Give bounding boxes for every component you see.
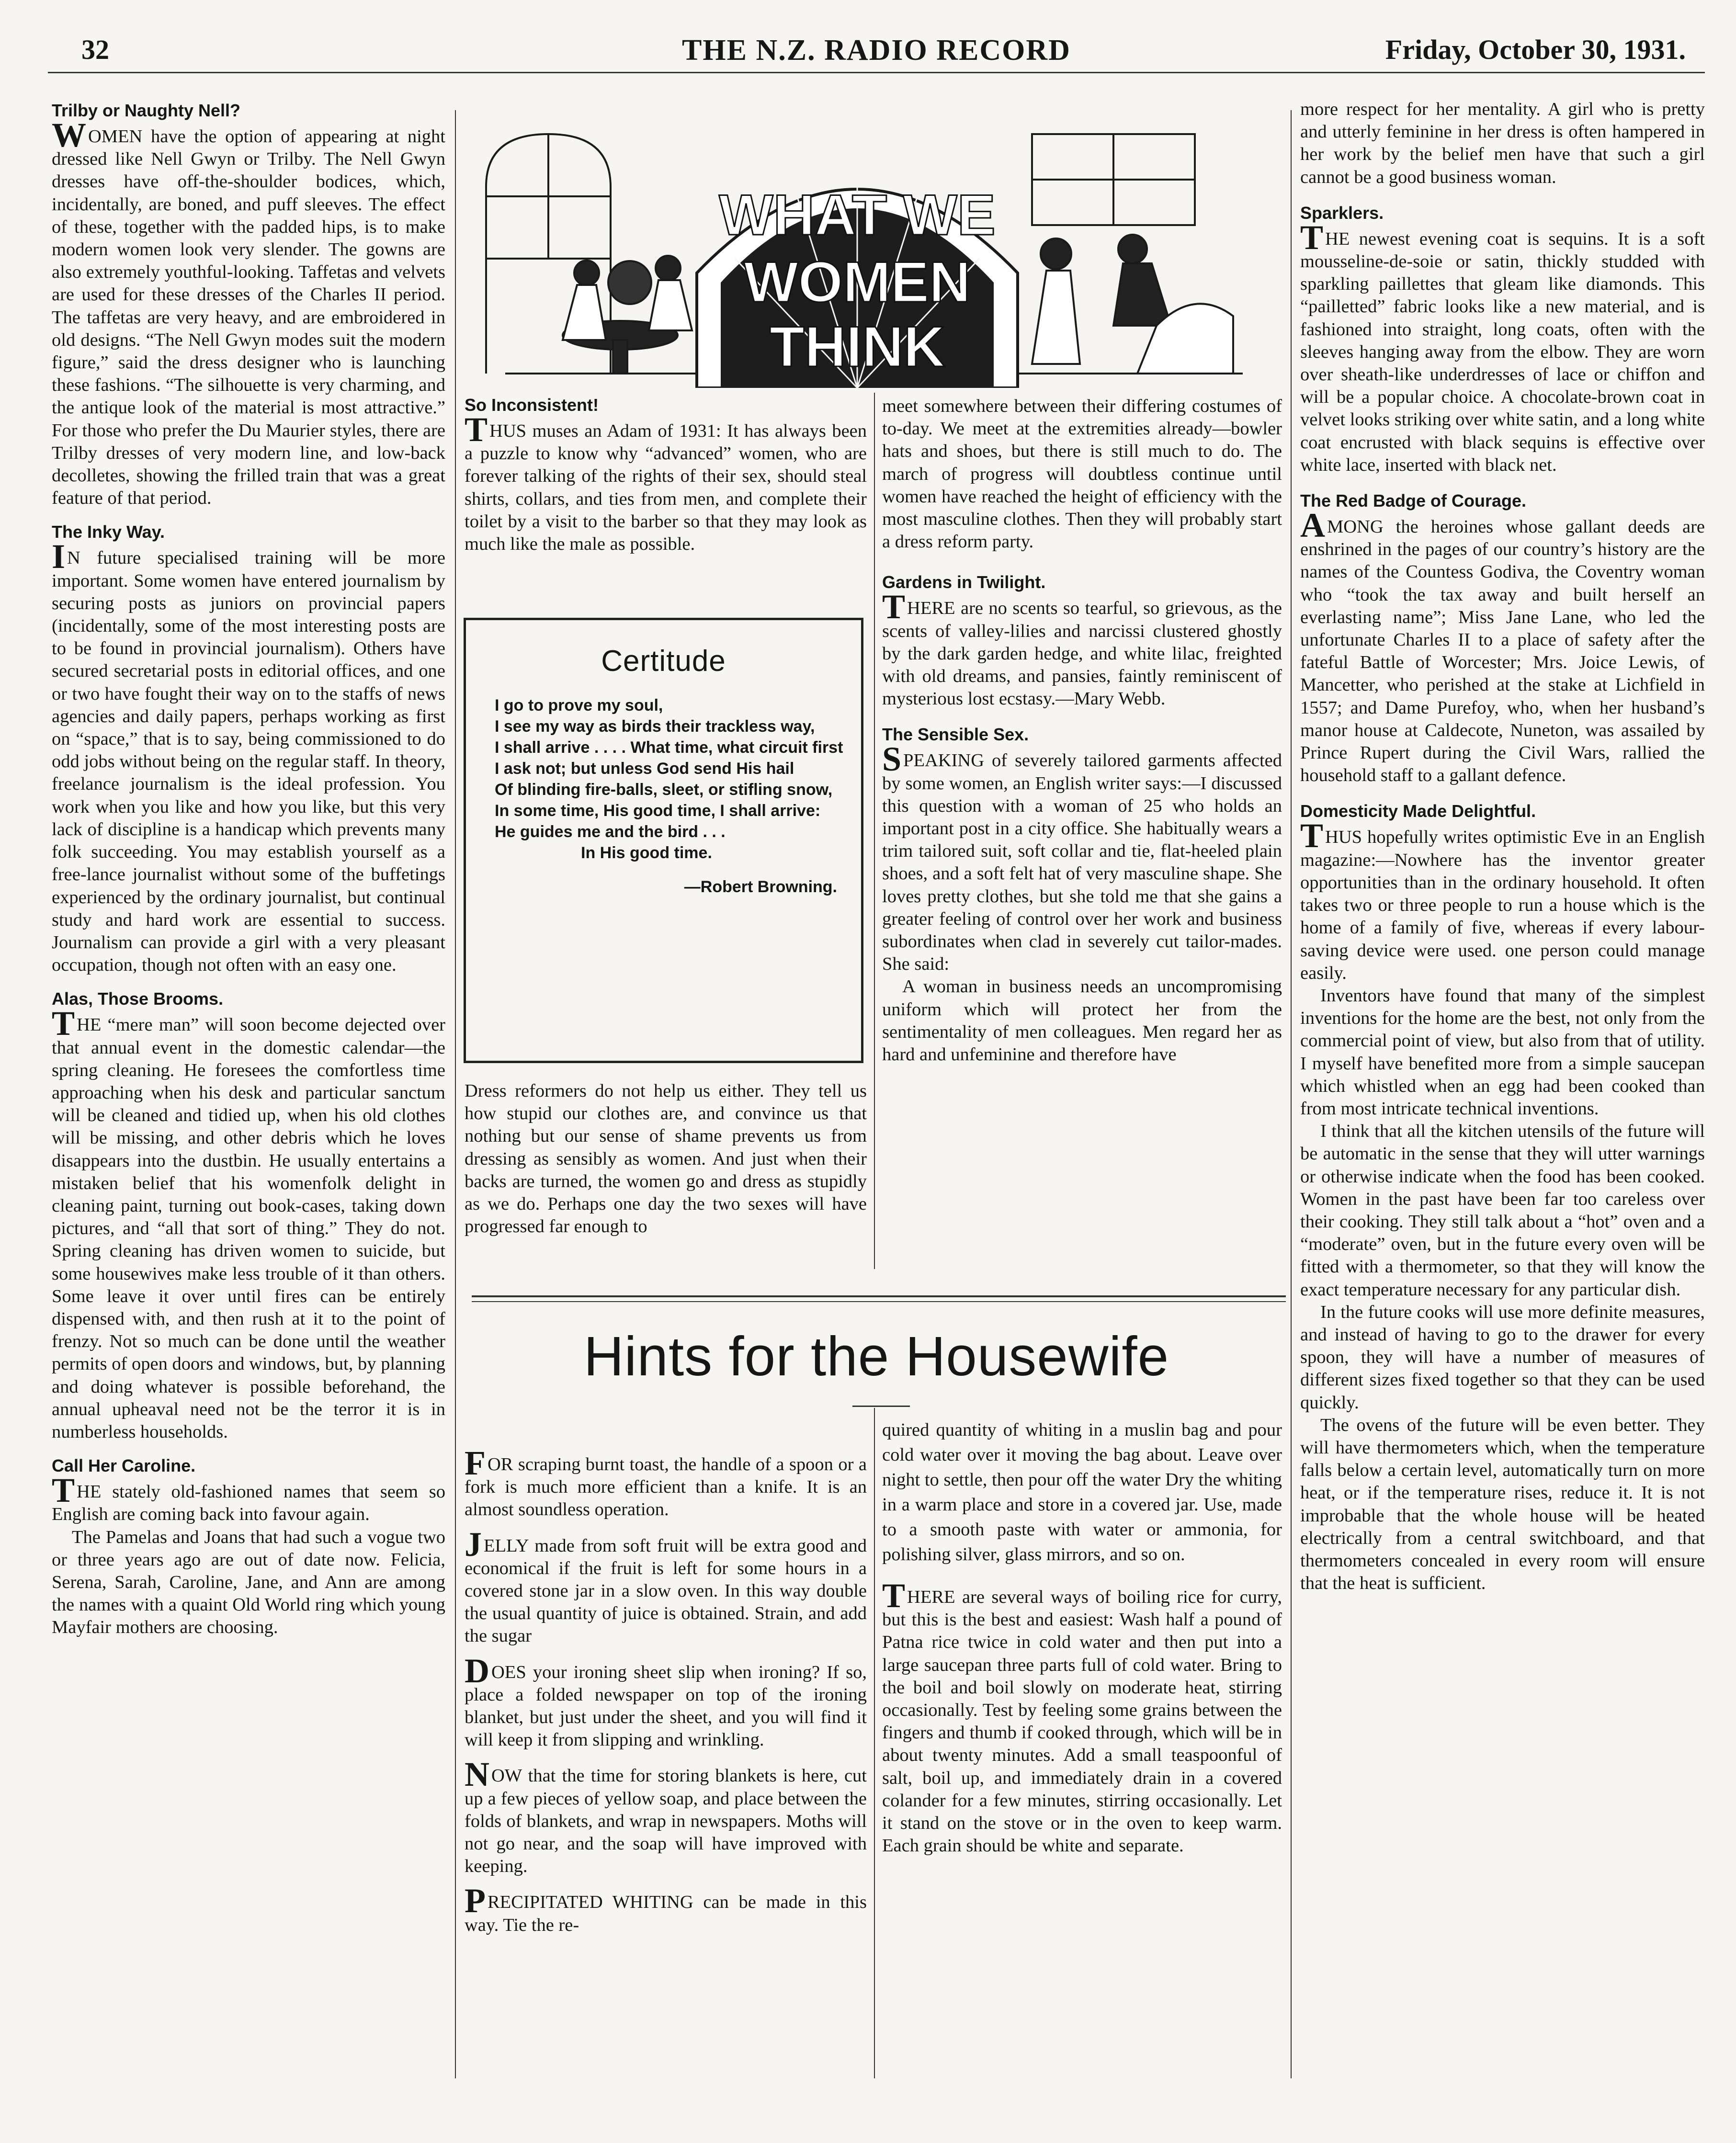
column-rule-2	[1291, 110, 1292, 2078]
article-sensible-sex	[882, 725, 1282, 1066]
article-continued	[882, 395, 1282, 553]
heading-sparklers: Sparklers.	[1300, 203, 1384, 223]
heading-domesticity: Domesticity Made Delightful.	[1300, 801, 1536, 821]
heading-brooms: Alas, Those Brooms.	[52, 989, 224, 1009]
article-brooms-paragraph: THE “mere man” will soon become dejected over that annual event in the domestic calendar—the spring cleaning. He foresees the comfortless time approaching when his desk and particular sanctum will be cleaned and tidied up, when his old clothes will be missing, and other debris which he loves disappears into the dustbin. He usually entertains a mistaken belief that his womenfolk delight in cleaning paint, turning out book-cases, taking down pictures, and “all that sort of thing.” They do not. Spring cleaning has driven women to suicide, but some housewives make less trouble of it than others. Some leave it over until fires can be entirely dispensed with, and then rush at it to the point of frenzy. Not so much can be done until the weather permits of open doors and windows, but, by planning and doing whatever is possible beforehand, the annual upheaval need not be the terror it is in numberless households.	[52, 1004, 445, 1442]
what-we-women-think-banner	[467, 115, 1248, 388]
heading-gardens: Gardens in Twilight.	[882, 572, 1046, 592]
publication-title: THE N.Z. RADIO RECORD	[682, 34, 1071, 67]
heading-sensible-sex: The Sensible Sex.	[882, 725, 1029, 745]
page-number: 32	[81, 34, 109, 65]
column-rule-4	[874, 1408, 875, 2078]
article-domesticity-paragraph-4: In the future cooks will use more definite measures, and instead of having to go to the drawer for every spoon, they will have a number of measures of different sizes fixed together so that they can be used quickly.	[1300, 1302, 1705, 1413]
column-1	[52, 101, 445, 1639]
column-4	[1300, 98, 1705, 1595]
column-3	[882, 395, 1282, 1066]
poem-line: Of blinding fire-balls, sleet, or stifling snow,	[495, 781, 833, 799]
heading-inconsistent: So Inconsistent!	[465, 395, 599, 415]
hint-burnt-toast: FOR scraping burnt toast, the handle of a spoon or a fork is much more efficient than a knife. It is an almost soundless operation.	[465, 1444, 867, 1520]
hints-column-right	[882, 1417, 1282, 1857]
fan-emblem	[697, 168, 1018, 388]
poem-line: I shall arrive . . . . What time, what circuit first	[495, 738, 843, 757]
article-sparklers-paragraph: THE newest evening coat is sequins. It is a soft mousseline-de-soie or satin, thickly studded with sparkling paillettes that gleam like diamonds. This “pailletted” fabric looks like a new material, and is fashioned into straight, long coats, often with the sleeves hanging away from the elbow. They are worn over sheath-like underdresses of lace or chiffon and will be a popular choice. A chocolate-brown coat in velvet looks striking over white satin, and a long white coat encrusted with black sequins is effective over white lace, inserted with black net.	[1300, 218, 1705, 475]
poem-title: Certitude	[601, 645, 726, 678]
article-trilby-paragraph: WOMEN have the option of appearing at night dressed like Nell Gwyn or Trilby. The Nell Gwyn dresses have off-the-shoulder bodices, which, incidentally, are boned, and puff sleeves. The effect of these, together with the padded hips, is to make modern women look very slender. The gowns are also extremely youthful-looking. Taffetas and velvets are used for these dresses of the Charles II period. The taffetas are very heavy, and are embroidered in old designs. “The Nell Gwyn modes suit the modern figure,” said the dress designer who is launching these fashions. “The silhouette is very charming, and the antique look of the material is most attractive.” For those who prefer the Du Maurier styles, there are Trilby dresses of very modern line, and low-back decolletes, showing the frilled train that was a great feature of that period.	[52, 116, 445, 509]
banner-illustration	[467, 115, 1248, 388]
article-caroline-paragraph-2: The Pamelas and Joans that had such a vogue two or three years ago are out of date now. Felicia, Serena, Sarah, Caroline, Jane, and Ann are among the names with a quaint Old World ring which young Mayfair mothers are choosing.	[52, 1527, 445, 1638]
article-caroline-paragraph-1: THE stately old-fashioned names that seem so English are coming back into favour again.	[52, 1471, 445, 1525]
heading-red-badge: The Red Badge of Courage.	[1300, 491, 1527, 511]
dress-reformers-paragraph: Dress reformers do not help us either. They tell us how stupid our clothes are, and convince us that nothing but our sense of shame prevents us from dressing as sensibly as women. And just when their backs are turned, the women go and dress as stupidly as we do. Perhaps one day the two sexes will have progressed far enough to	[465, 1081, 867, 1237]
article-sensible-sex-paragraph-1: SPEAKING of severely tailored garments affected by some women, an English writer says:—I discussed this question with a woman of 25 who holds an important post in a city office. She habitually wears a trim tailored suit, soft collar and tie, flat-heeled plain shoes, and a soft felt hat of very masculine shape. She loves pretty clothes, but she told me that she gains a greater feeling of control over her work and business subordinates when clad in severely cut tailor-mades. She said:	[882, 740, 1282, 975]
hints-top-rule	[472, 1295, 1286, 1297]
article-inky-way-paragraph: IN future specialised training will be more important. Some women have entered journalism by securing posts as juniors on provincial papers (incidentally, some of the most interesting posts are to be found in provincial journalism). Others have secured secretarial posts in editorial offices, and one or two have fought their way on to the staffs of news agencies and daily papers, perhaps working as first on “space,” that is to say, being commissioned to do odd jobs without being on the regular staff. In theory, freelance journalism is the ideal profession. You work when you like and how you like, but this very lack of discipline is a handicap which prevents many folk succeeding. You may establish yourself as a free-lance journalist without some of the buffetings experienced by the ordinary journalist, but continual study and hard work are essential to success. Journalism can provide a girl with a very pleasant occupation, though not often with an easy one.	[52, 537, 445, 975]
article-sparklers	[1300, 203, 1705, 476]
continued-paragraph: meet somewhere between their differing costumes of to-day. We meet at the extremities already—bowler hats and shoes, but there is still much to do. The march of progress will doubtless continue until women have reached the height of efficiency with the most masculine clothes. Then they will probably start a dress reform party.	[882, 396, 1282, 552]
article-inconsistent-paragraph: THUS muses an Adam of 1931: It has always been a puzzle to know why “advanced” women, who are forever talking of the rights of their sex, should steal shirts, collars, and ties from men, and complete their toilet by a visit to the barber so that they may look as much like the male as possible.	[465, 410, 867, 555]
banner-line-1: WHAT WE	[719, 183, 996, 247]
poem-box	[464, 618, 863, 1063]
article-continued-col4	[1300, 98, 1705, 189]
hints-title: Hints for the Housewife	[583, 1325, 1169, 1387]
article-domesticity-paragraph-1: THUS hopefully writes optimistic Eve in an English magazine:—Nowhere has the inventor greater opportunities than in the ordinary household. It often takes two or three people to run a house which is the home of a family of five, whereas if every labour-saving device were used. one person could manage easily.	[1300, 816, 1705, 983]
article-sensible-sex-paragraph-2: A woman in business needs an uncompromising uniform which will protect her from the sentimentality of men colleagues. Men regard her as hard and unfeminine and therefore have	[882, 976, 1282, 1065]
article-domesticity	[1300, 801, 1705, 1595]
column-rule-1	[455, 110, 456, 2078]
article-gardens	[882, 572, 1282, 710]
issue-date: Friday, October 30, 1931.	[1385, 34, 1686, 65]
poem-line: I see my way as birds their trackless way,	[495, 717, 815, 736]
article-domesticity-paragraph-5: The ovens of the future will be even better. They will have thermometers which, when the temperature falls below a certain level, automatically turn on more heat, or if the temperature rises, reduce it. It is not improbable that the whole house will be heated electrically from a central switchboard, and that thermometers concealed in every room will ensure that the heat is sufficient.	[1300, 1415, 1705, 1594]
article-domesticity-paragraph-3: I think that all the kitchen utensils of the future will be automatic in the sense that they will utter warnings or otherwise indicate when the food has been cooked. Women in the past have been far too careless over their cooking. They still talk about a “hot” oven and a “moderate” oven, but in the future every oven will be fitted with a thermometer, so that they will know the exact temperature necessary for any particular dish.	[1300, 1121, 1705, 1300]
article-red-badge	[1300, 491, 1705, 787]
poem-line: In His good time.	[581, 844, 712, 862]
column-rule-3	[874, 393, 875, 1269]
poem-line: I ask not; but unless God send His hail	[495, 760, 794, 778]
heading-inky-way: The Inky Way.	[52, 522, 165, 542]
hints-top-rule-2	[472, 1301, 1286, 1302]
hints-title-rule	[852, 1406, 910, 1407]
poem-author: —Robert Browning.	[684, 878, 837, 896]
continued-col4-paragraph: more respect for her mentality. A girl who is pretty and utterly feminine in her dress is often hampered in her work by the belief men have that such a girl cannot be a good business woman.	[1300, 99, 1705, 187]
poem-line: In some time, His good time, I shall arrive:	[495, 802, 821, 820]
banner-line-2: WOMEN	[744, 250, 971, 314]
article-caroline	[52, 1456, 445, 1639]
article-trilby	[52, 101, 445, 510]
article-gardens-paragraph: THERE are no scents so tearful, so grievous, as the scents of valley-lilies and narcissi clustered ghostly by the dark garden hedge, and white lilac, freighted with old dreams, and pansies, faintly reminiscent of mysterious lost ecstasy.—Mary Webb.	[882, 588, 1282, 709]
hint-ironing-sheet: DOES your ironing sheet slip when ironing? If so, place a folded newspaper on top of the ironing blanket, but just under the sheet, and you will find it will keep it from slipping and wrinkling.	[465, 1651, 867, 1750]
hint-rice: THERE are several ways of boiling rice for curry, but this is the best and easiest: Wash half a pound of Patna rice twice in cold water and then put into a large saucepan three parts full of cold water. Bring to the boil and boil slowly on moderate heat, stirring occasionally. Test by feeling some grains between the fingers and thumb if cooked through, which will be in about twenty minutes. Add a small teaspoonful of salt, boil up, and immediately drain in a covered colander for a few minutes, stirring occasionally. Let it stand on the stove or in the oven to keep warm. Each grain should be white and separate.	[882, 1576, 1282, 1856]
poem-line: I go to prove my soul,	[495, 696, 663, 714]
page-header	[48, 34, 1705, 77]
hint-whiting-continued: quired quantity of whiting in a muslin bag and pour cold water over it moving the bag about. Leave over night to settle, then pour off the water Dry the whiting in a warm place and store in a covered jar. Use, made to a smooth paste with water or ammonia, for polishing silver, glass mirrors, and so on.	[882, 1420, 1282, 1565]
article-inky-way	[52, 522, 445, 976]
article-red-badge-paragraph: AMONG the heroines whose gallant deeds are enshrined in the pages of our country’s history are the names of the Countess Godiva, the Coventry woman who “took the tax away and built herself an everlasting name”; Miss Jane Lane, who led the unfortunate Charles II to a place of safety after the fateful Battle of Worcester; Mrs. Joice Lewis, of Mancetter, who perished at the stake at Lichfield in 1557; and Dame Purefoy, who, when her husband’s manor house at Caldecote, Nuneton, was assailed by Prince Rupert during the Civil Wars, rallied the household staff to a gallant defence.	[1300, 506, 1705, 786]
hint-jelly: JELLY made from soft fruit will be extra good and economical if the fruit is left for some hours in a covered stone jar in a slow oven. In this way double the usual quantity of juice is obtained. Strain, and add the sugar	[465, 1525, 867, 1646]
heading-caroline: Call Her Caroline.	[52, 1456, 196, 1476]
article-domesticity-paragraph-2: Inventors have found that many of the simplest inventions for the home are the best, not only from the commercial point of view, but also from that of utility. I myself have benefited more from a simple saucepan which whistled when an egg had been cooked than from most intricate technical inventions.	[1300, 985, 1705, 1119]
poem-line: He guides me and the bird . . .	[495, 823, 726, 841]
column-2-top	[465, 395, 867, 556]
article-brooms	[52, 989, 445, 1443]
column-2-bottom	[465, 1080, 867, 1238]
hints-column-left	[465, 1444, 867, 1937]
heading-trilby: Trilby or Naughty Nell?	[52, 101, 241, 120]
hint-whiting: PRECIPITATED WHITING can be made in this way. Tie the re-	[465, 1882, 867, 1935]
hint-blankets: NOW that the time for storing blankets is here, cut up a few pieces of yellow soap, and place between the folds of blankets, and wrap in newspapers. Moths will not go near, and the soap will have improved with keeping.	[465, 1755, 867, 1877]
banner-line-3: THINK	[769, 315, 945, 379]
header-rule	[48, 72, 1705, 73]
